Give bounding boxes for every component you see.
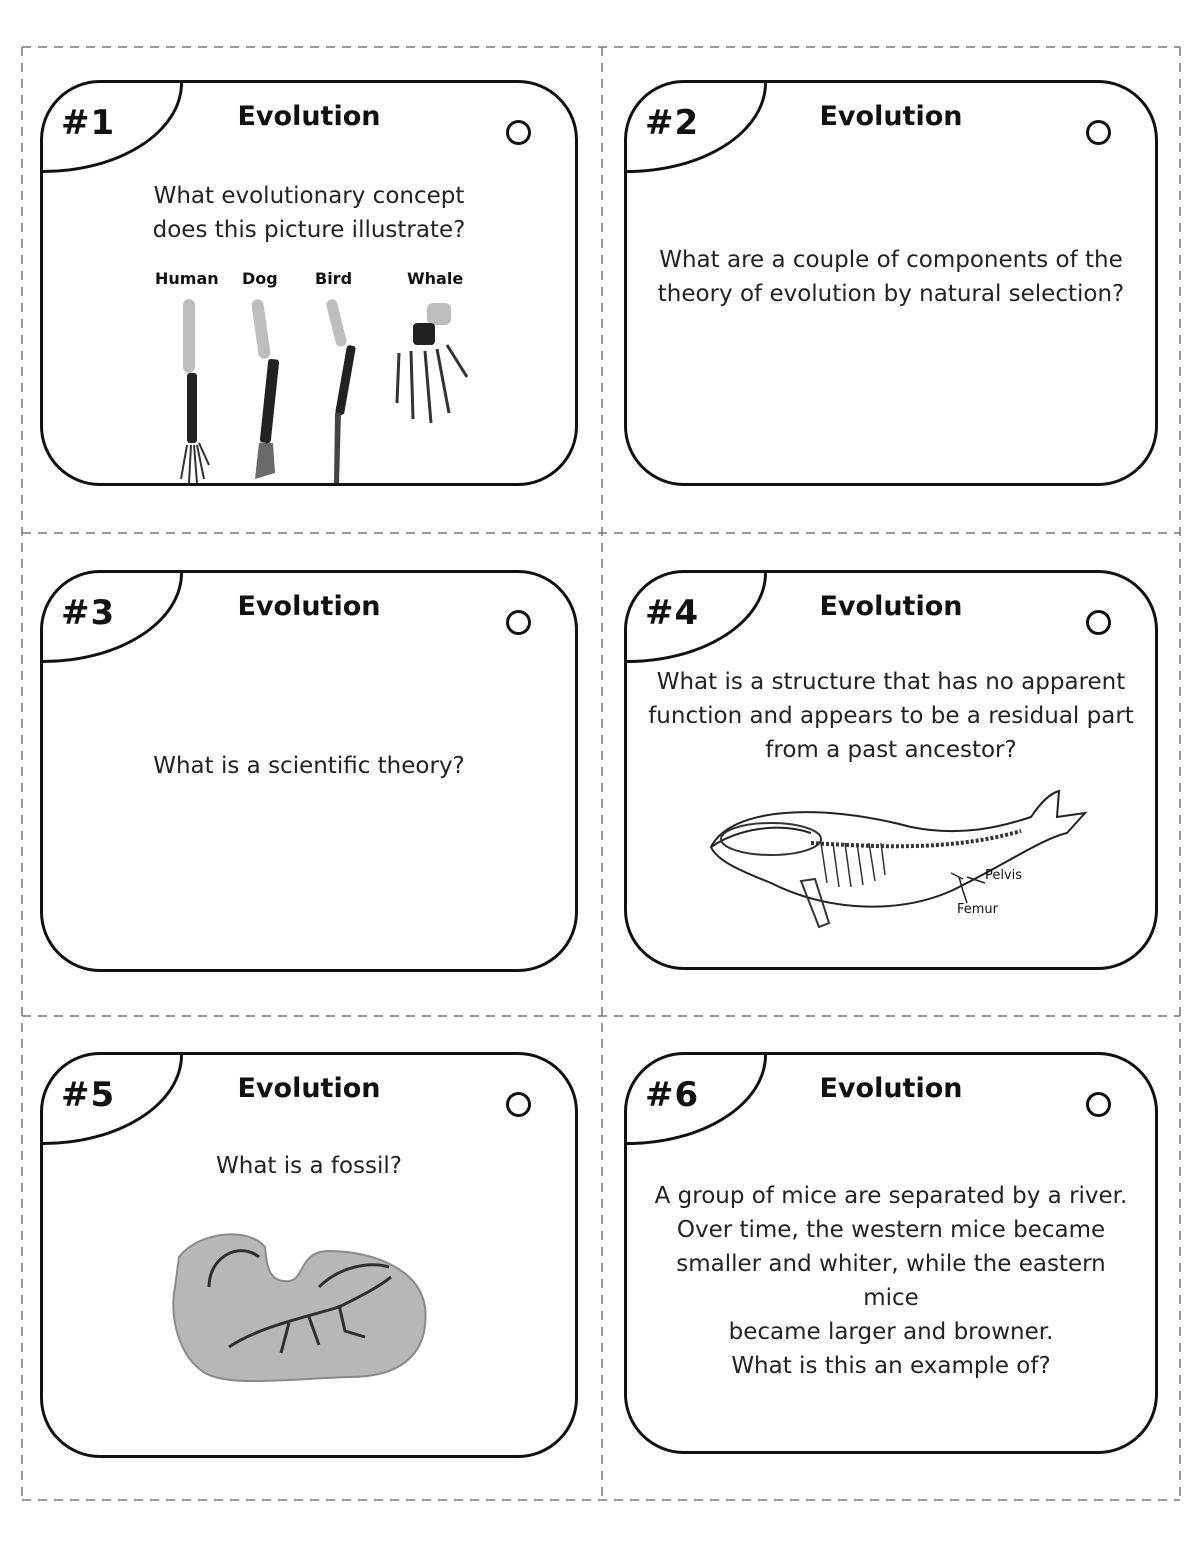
question-text: What is a structure that has no apparent function and appears to be a residual part from a past ancestor? xyxy=(648,669,1134,763)
dog-leg-bones xyxy=(251,298,279,479)
card-number: #3 xyxy=(61,593,116,633)
fossil-rock xyxy=(173,1234,425,1381)
femur-label: Femur xyxy=(957,902,999,917)
whale-spine xyxy=(811,831,1021,846)
card-title: Evolution xyxy=(237,101,381,132)
punch-hole-icon xyxy=(1086,120,1111,145)
card-4 xyxy=(624,570,1158,970)
card-title: Evolution xyxy=(819,101,963,132)
whale-ribs xyxy=(821,843,885,887)
card-number: #4 xyxy=(645,593,700,633)
limb-label-dog: Dog xyxy=(242,269,278,288)
card-2 xyxy=(624,80,1158,486)
card-6 xyxy=(624,1052,1158,1454)
homologous-limbs-illustration xyxy=(163,293,483,486)
card-title: Evolution xyxy=(819,591,963,622)
punch-hole-icon xyxy=(506,120,531,145)
punch-hole-icon xyxy=(506,610,531,635)
fossil-illustration xyxy=(169,1227,431,1389)
whale-outline xyxy=(711,791,1085,907)
limb-label-whale: Whale xyxy=(407,269,464,288)
card-title: Evolution xyxy=(819,1073,963,1104)
card-title: Evolution xyxy=(237,591,381,622)
question-text: What evolutionary concept does this picture illustrate? xyxy=(152,183,466,243)
card-1 xyxy=(40,80,578,486)
whale-flipper xyxy=(801,879,829,927)
punch-hole-icon xyxy=(506,1092,531,1117)
pelvis-label: Pelvis xyxy=(985,868,1023,883)
card-3 xyxy=(40,570,578,972)
question-text: What is a scientific theory? xyxy=(153,753,465,779)
limb-label-bird: Bird xyxy=(315,269,353,288)
card-number: #5 xyxy=(61,1075,116,1115)
card-number: #6 xyxy=(645,1075,700,1115)
question-text: What is a fossil? xyxy=(216,1153,402,1179)
card-5 xyxy=(40,1052,578,1458)
whale-flipper-bones xyxy=(397,303,467,423)
punch-hole-icon xyxy=(1086,610,1111,635)
card-title: Evolution xyxy=(237,1073,381,1104)
punch-hole-icon xyxy=(1086,1092,1111,1117)
human-arm-bones xyxy=(181,299,209,483)
question-text: A group of mice are separated by a river. Over time, the western mice became smaller and whiter, while the eastern mice became larger and browner. What is this an example of? xyxy=(654,1183,1128,1379)
bird-wing-bones xyxy=(325,298,356,483)
card-number: #1 xyxy=(61,103,116,143)
limb-label-human: Human xyxy=(155,269,219,288)
question-text: What are a couple of components of the theory of evolution by natural selection? xyxy=(657,247,1125,307)
whale-skeleton-illustration xyxy=(701,787,1091,937)
card-number: #2 xyxy=(645,103,700,143)
